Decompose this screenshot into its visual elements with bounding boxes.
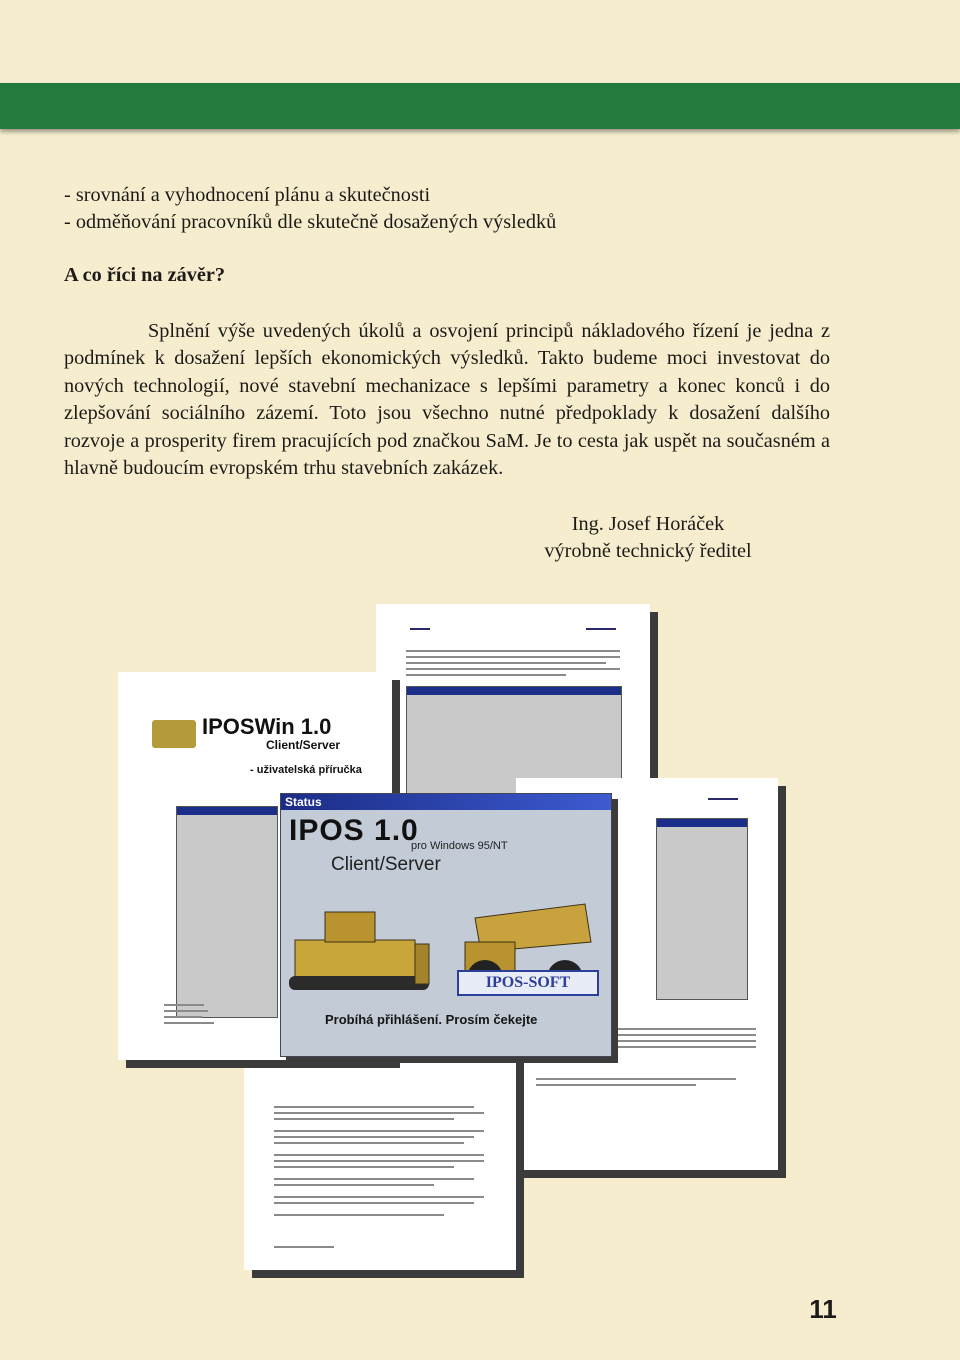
page-number: 11 (809, 1294, 837, 1324)
dialog-screenshot (656, 818, 748, 1000)
cover-subtitle: Client/Server (266, 738, 341, 752)
brand-logo: IPOS-SOFT (457, 970, 599, 996)
cover-title: IPOSWin 1.0 (202, 714, 332, 739)
body-paragraph (64, 318, 830, 482)
bullet-list (64, 182, 830, 237)
product-name: IPOS 1.0 (289, 814, 419, 847)
product-platform: pro Windows 95/NT (411, 840, 508, 852)
bullet-item: - odměňování pracovníků dle skutečně dosažených výsledků (64, 211, 557, 234)
login-screenshot (176, 806, 278, 1018)
signature-title: výrobně technický ředitel (544, 540, 752, 563)
section-heading: A co říci na závěr? (64, 264, 226, 286)
bullet-item: - srovnání a vyhodnocení plánu a skutečnosti (64, 184, 431, 206)
bulldozer-icon (152, 720, 196, 748)
header-band (0, 83, 960, 129)
status-window-title: Status (285, 795, 322, 809)
status-titlebar (281, 794, 611, 810)
product-edition: Client/Server (331, 854, 441, 875)
paragraph-text: Splnění výše uvedených úkolů a osvojení principů nákladového řízení je jedna z podmínek k dosažení lepších ekonomických výsledků. Takto budeme moci investovat do nových technologií, nové stavební mechanizace s lepšími parametry a konec konců i do zlepšování sociálního zázemí. Toto jsou všechno nutné předpoklady k dosažení dalšího rozvoje a prosperity firem pracujících pod značkou SaM. Je to cesta jak uspět na současném a hlavně budoucím evropském trhu stavebních zakázek. (64, 320, 830, 480)
status-message: Probíhá přihlášení. Prosím čekejte (325, 1012, 538, 1027)
signature-block (500, 511, 796, 566)
manual-page-bottom (244, 1050, 516, 1270)
cover-caption: - uživatelská příručka (250, 764, 362, 776)
status-window (280, 793, 612, 1057)
bulldozer-icon (289, 912, 429, 990)
signature-name: Ing. Josef Horáček (571, 513, 725, 535)
